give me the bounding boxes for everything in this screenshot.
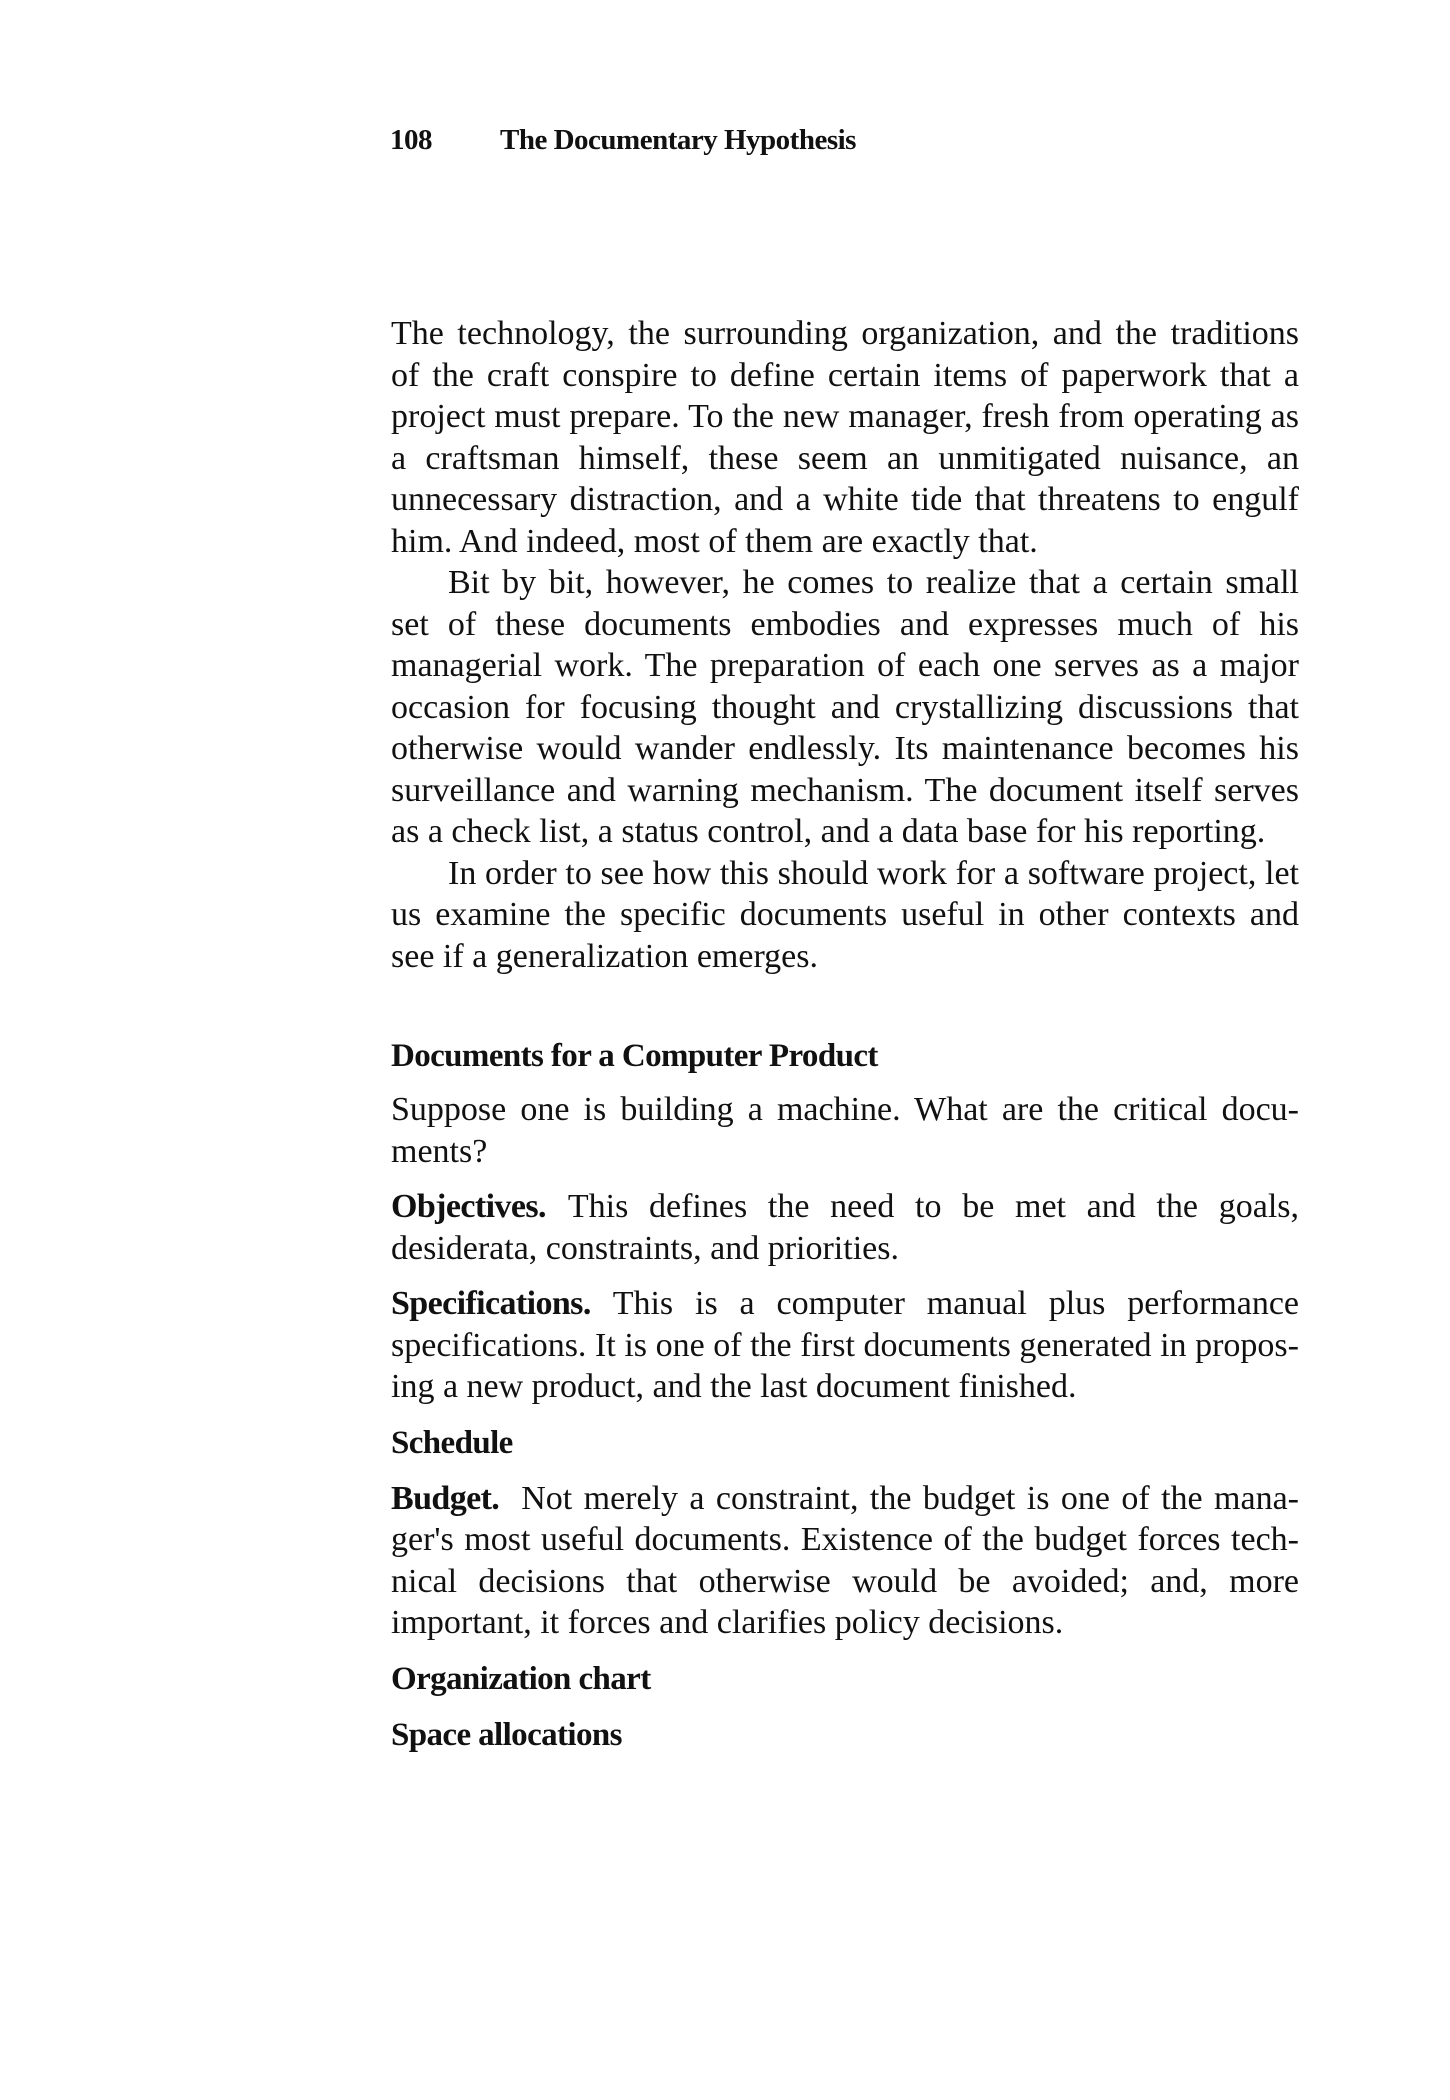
entry-term: Specifications. bbox=[391, 1285, 591, 1322]
entry-specifications bbox=[391, 1283, 1299, 1408]
entry-description: This defines the need to be met and the goals, desiderata, constraints, and priorities. bbox=[391, 1188, 1299, 1267]
page-number: 108 bbox=[390, 124, 432, 156]
paragraph-documents-role: Bit by bit, however, he comes to realize that a certain small set of these documents embodies and expresses much of his managerial work. The preparation of each one serves as a major occasion for focusing thought and crystallizing discussions that otherwise would wander endlessly. Its maintenance becomes his surveillance and warning mechanism. The document itself serves as a check list, a status control, and a data base for his reporting. bbox=[391, 564, 1299, 850]
entry-objectives bbox=[391, 1186, 1299, 1269]
entry-organization-chart: Organization chart bbox=[391, 1660, 651, 1697]
entry-space-allocations: Space allocations bbox=[391, 1716, 622, 1753]
entry-term: Objectives. bbox=[391, 1188, 546, 1225]
running-title: The Documentary Hypothesis bbox=[500, 124, 856, 156]
paragraph-intro: The technology, the surrounding organization, and the traditions of the craft conspire to define certain items of paperwork that a project must prepare. To the new manager, fresh from operating as a craftsman himself, these seem an unmitigated nuisance, an unnecessary distraction, and a white tide that threatens to engulf him. And indeed, most of them are exactly that. bbox=[391, 315, 1299, 560]
entry-description: Not merely a constraint, the budget is one of the manager's most useful documents. Existence of the budget forces technical decisions that otherwise would be avoided; and, more important, it forces and clarifies policy decisions. bbox=[391, 1479, 1299, 1641]
entry-description: This is a computer manual plus performance specifications. It is one of the first documents generated in proposing a new product, and the last document finished. bbox=[391, 1285, 1299, 1405]
paragraph-software-project: In order to see how this should work for a software project, let us examine the specific documents useful in other contexts and see if a generalization emerges. bbox=[391, 854, 1299, 975]
section-heading: Documents for a Computer Product bbox=[391, 1038, 878, 1074]
entry-budget bbox=[391, 1478, 1299, 1644]
entry-schedule: Schedule bbox=[391, 1424, 513, 1461]
entry-term: Budget. bbox=[391, 1479, 500, 1517]
running-head bbox=[390, 120, 856, 160]
section-intro: Suppose one is building a machine. What are the critical documents? bbox=[391, 1091, 1299, 1170]
body-text bbox=[391, 313, 1299, 1756]
